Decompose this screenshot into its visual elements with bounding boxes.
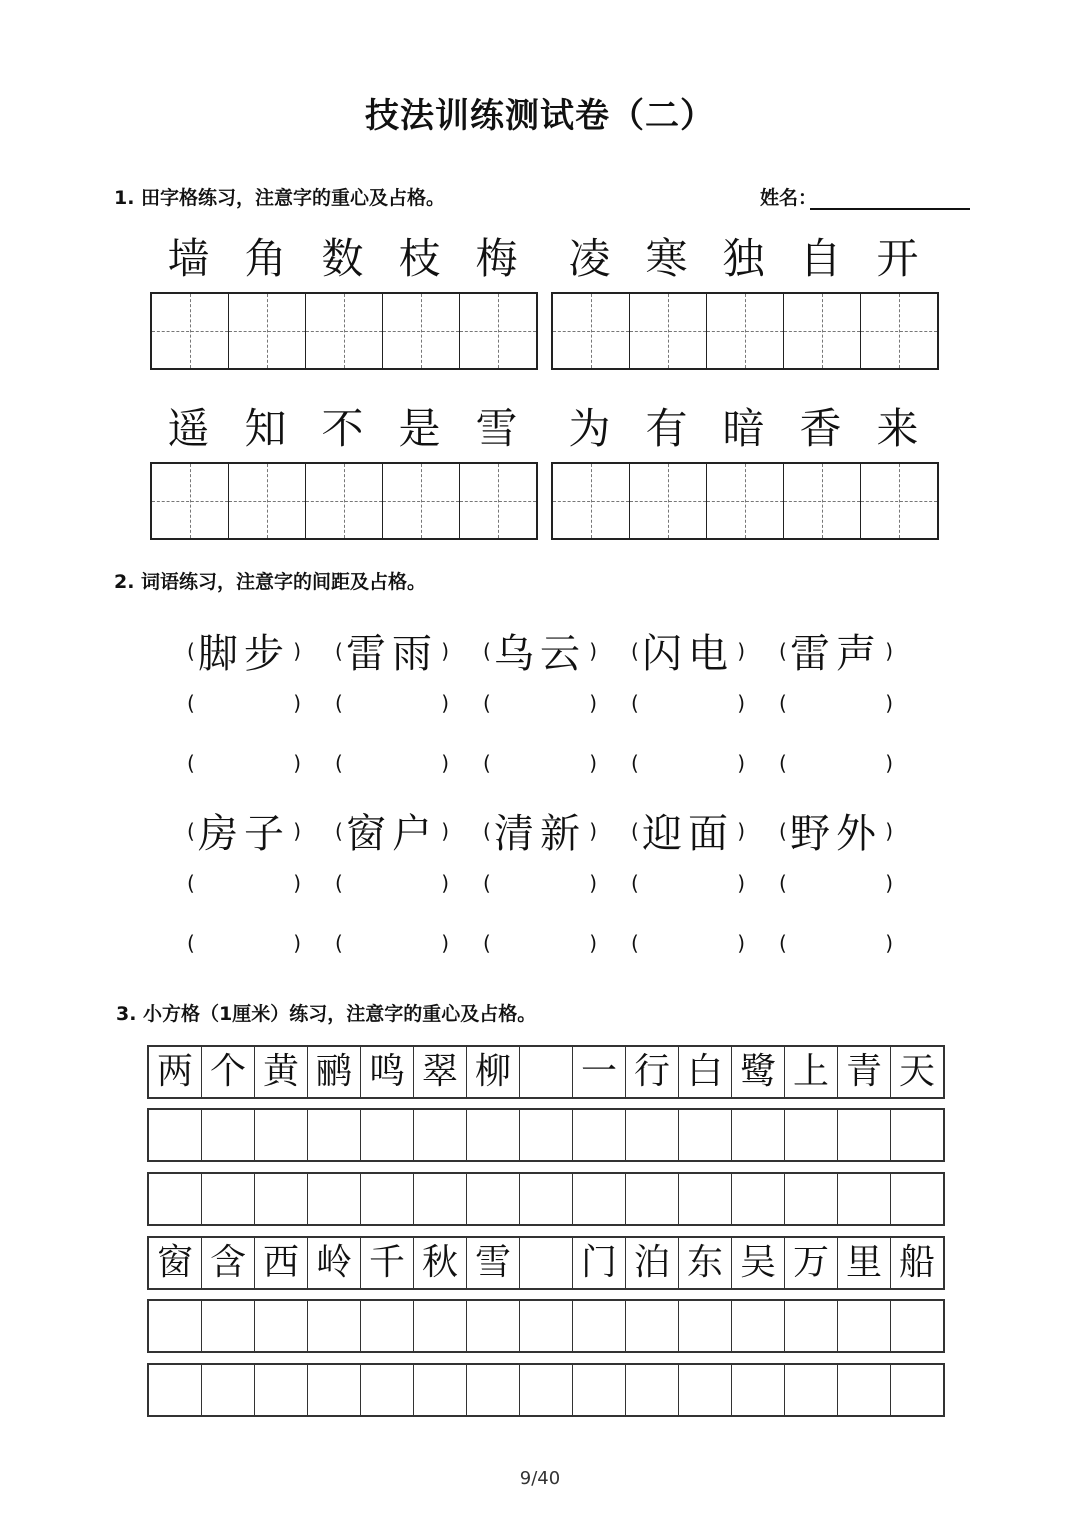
model-char: 来 [876,404,919,453]
tianzige-char-row [551,232,936,286]
tianzige-cell[interactable] [152,464,229,538]
paren-open: ( [335,871,343,895]
section3-heading: 3. 小方格（1厘米）练习，注意字的重心及占格。 [116,1003,537,1025]
word-item [627,622,775,679]
model-char: 凌 [568,234,611,283]
blank-answer-slot[interactable] [627,871,775,895]
square-practice-cell[interactable] [467,1110,520,1160]
model-char: 为 [568,404,611,453]
model-word: 窗户 [346,811,438,857]
square-practice-cell[interactable] [149,1110,202,1160]
square-practice-cell[interactable] [732,1174,785,1224]
paren-close: ) [885,871,893,895]
square-practice-cell[interactable] [467,1174,520,1224]
section1-heading: 1. 田字格练习，注意字的重心及占格。 [114,187,446,209]
paren-open: ( [779,638,787,663]
square-practice-cell[interactable] [414,1301,467,1351]
paren-open: ( [779,871,787,895]
model-char: 暗 [722,404,765,453]
model-word: 雷声 [790,631,882,677]
paren-close: ) [737,751,745,775]
square-practice-cell[interactable] [202,1301,255,1351]
paren-open: ( [483,931,491,955]
paren-open: ( [335,751,343,775]
paren-open: ( [631,691,639,715]
paren-close: ) [293,638,301,663]
blank-answer-slot[interactable] [331,751,479,775]
square-model-cell: 泊 [626,1238,679,1288]
paren-close: ) [441,931,449,955]
tianzige-grid [150,292,538,370]
model-char: 有 [645,404,688,453]
square-practice-cell[interactable] [732,1301,785,1351]
square-model-cell [520,1047,573,1097]
blank-answer-slot[interactable] [627,691,775,715]
square-model-cell: 雪 [467,1238,520,1288]
square-practice-cell[interactable] [838,1301,891,1351]
blank-answer-slot[interactable] [331,691,479,715]
tianzige-cell[interactable] [229,464,306,538]
square-model-cell: 鸣 [361,1047,414,1097]
square-practice-cell[interactable] [679,1110,732,1160]
paren-close: ) [589,638,597,663]
square-practice-cell[interactable] [308,1365,361,1415]
square-practice-cell[interactable] [255,1174,308,1224]
square-model-cell: 西 [255,1238,308,1288]
square-model-cell: 天 [898,1051,935,1092]
square-practice-cell[interactable] [202,1110,255,1160]
square-model-cell: 翠 [414,1047,467,1097]
paren-open: ( [779,818,787,843]
tianzige-cell[interactable] [707,464,784,538]
square-practice-cell[interactable] [202,1365,255,1415]
square-model-cell: 门 [573,1238,626,1288]
square-practice-cell[interactable] [414,1365,467,1415]
square-practice-cell[interactable] [785,1174,838,1224]
paren-close: ) [737,818,745,843]
paren-close: ) [589,818,597,843]
paren-open: ( [631,751,639,775]
tianzige-cell[interactable] [460,294,536,368]
paren-open: ( [631,931,639,955]
square-model-cell: 一 [573,1047,626,1097]
square-practice-cell[interactable] [414,1174,467,1224]
page-title: 技法训练测试卷（二） [365,96,715,136]
paren-close: ) [589,751,597,775]
paren-open: ( [187,638,195,663]
square-practice-cell[interactable] [520,1365,573,1415]
square-practice-cell[interactable] [414,1110,467,1160]
section2-heading: 2. 词语练习，注意字的间距及占格。 [114,571,427,593]
paren-open: ( [187,818,195,843]
word-item [183,802,331,859]
tianzige-cell[interactable] [784,464,861,538]
square-model-cell: 东 [679,1238,732,1288]
tianzige-cell[interactable] [861,464,937,538]
blank-row [183,691,923,715]
square-practice-cell[interactable] [891,1301,943,1351]
blank-answer-slot[interactable] [775,871,923,895]
square-model-cell: 含 [202,1238,255,1288]
blank-row [183,871,923,895]
model-char: 数 [321,234,364,283]
model-word: 野外 [790,811,882,857]
tianzige-char-row [150,402,535,456]
paren-close: ) [293,751,301,775]
paren-close: ) [737,691,745,715]
blank-answer-slot[interactable] [479,751,627,775]
square-model-cell: 里 [838,1238,891,1288]
square-model-cell: 船 [898,1242,935,1283]
paren-close: ) [589,691,597,715]
tianzige-cell[interactable] [229,294,306,368]
tianzige-cell[interactable] [152,294,229,368]
paren-close: ) [737,871,745,895]
square-practice-cell[interactable] [679,1301,732,1351]
paren-close: ) [589,871,597,895]
paren-close: ) [441,638,449,663]
word-row [183,802,923,859]
model-char: 枝 [398,234,441,283]
paren-close: ) [441,871,449,895]
square-practice-cell[interactable] [626,1174,679,1224]
word-item [331,802,479,859]
square-model-cell: 万 [785,1238,838,1288]
paren-close: ) [737,931,745,955]
model-word: 乌云 [494,631,586,677]
square-practice-cell[interactable] [573,1365,626,1415]
paren-open: ( [335,691,343,715]
square-practice-cell[interactable] [891,1174,943,1224]
blank-answer-slot[interactable] [183,871,331,895]
tianzige-cell[interactable] [553,294,630,368]
paren-open: ( [483,818,491,843]
square-model-cell: 柳 [467,1047,520,1097]
paren-close: ) [441,751,449,775]
square-practice-cell[interactable] [891,1110,943,1160]
blank-answer-slot[interactable] [331,931,479,955]
square-practice-cell[interactable] [732,1365,785,1415]
paren-close: ) [441,691,449,715]
blank-answer-slot[interactable] [627,751,775,775]
square-practice-cell[interactable] [520,1301,573,1351]
blank-answer-slot[interactable] [479,931,627,955]
square-practice-cell[interactable] [361,1110,414,1160]
square-practice-cell[interactable] [149,1301,202,1351]
square-practice-cell[interactable] [785,1301,838,1351]
square-practice-cell[interactable] [626,1110,679,1160]
square-practice-cell[interactable] [573,1301,626,1351]
square-practice-cell[interactable] [255,1365,308,1415]
square-practice-cell[interactable] [202,1174,255,1224]
model-word: 迎面 [642,811,734,857]
paren-open: ( [779,691,787,715]
square-model-cell: 岭 [308,1238,361,1288]
square-practice-cell[interactable] [626,1365,679,1415]
tianzige-grid [551,292,939,370]
paren-open: ( [779,931,787,955]
square-model-cell: 黄 [255,1047,308,1097]
blank-answer-slot[interactable] [627,931,775,955]
model-word: 脚步 [198,631,290,677]
square-practice-cell[interactable] [467,1301,520,1351]
square-practice-cell[interactable] [361,1365,414,1415]
square-practice-cell[interactable] [149,1365,202,1415]
paren-close: ) [293,931,301,955]
square-model-cell: 上 [785,1047,838,1097]
square-practice-cell[interactable] [732,1110,785,1160]
paren-close: ) [885,818,893,843]
tianzige-cell[interactable] [306,294,383,368]
tianzige-cell[interactable] [630,294,707,368]
square-practice-cell[interactable] [573,1174,626,1224]
square-practice-cell[interactable] [838,1110,891,1160]
square-practice-cell[interactable] [838,1365,891,1415]
word-item [479,622,627,679]
square-model-cell: 鹭 [732,1047,785,1097]
paren-open: ( [631,638,639,663]
paren-open: ( [779,751,787,775]
square-practice-cell[interactable] [361,1301,414,1351]
model-word: 雷雨 [346,631,438,677]
tianzige-cell[interactable] [861,294,937,368]
square-model-cell: 吴 [732,1238,785,1288]
paren-close: ) [589,931,597,955]
paren-open: ( [631,871,639,895]
model-char: 开 [876,234,919,283]
square-practice-cell[interactable] [573,1110,626,1160]
paren-close: ) [441,818,449,843]
square-model-cell: 白 [679,1047,732,1097]
tianzige-grid [150,462,538,540]
square-model-cell: 两 [149,1047,202,1097]
model-char: 寒 [645,234,688,283]
square-model-row [147,1045,945,1099]
paren-close: ) [885,751,893,775]
square-practice-cell[interactable] [891,1365,943,1415]
blank-answer-slot[interactable] [183,931,331,955]
square-practice-row [147,1363,945,1417]
paren-close: ) [885,638,893,663]
square-practice-cell[interactable] [467,1365,520,1415]
square-model-cell: 行 [626,1047,679,1097]
square-model-cell: 秋 [414,1238,467,1288]
tianzige-char-row [150,232,535,286]
paren-open: ( [483,638,491,663]
model-char: 墙 [167,234,210,283]
blank-answer-slot[interactable] [183,691,331,715]
paren-open: ( [187,751,195,775]
blank-answer-slot[interactable] [775,691,923,715]
model-char: 知 [244,404,287,453]
model-word: 清新 [494,811,586,857]
blank-answer-slot[interactable] [479,871,627,895]
square-practice-cell[interactable] [520,1174,573,1224]
paren-open: ( [187,871,195,895]
model-char: 独 [722,234,765,283]
paren-open: ( [335,638,343,663]
square-practice-cell[interactable] [785,1110,838,1160]
square-model-cell: 个 [202,1047,255,1097]
model-char: 遥 [167,404,210,453]
tianzige-cell[interactable] [553,464,630,538]
model-char: 梅 [475,234,518,283]
tianzige-cell[interactable] [306,464,383,538]
square-model-cell [520,1238,573,1288]
square-practice-row [147,1108,945,1162]
paren-close: ) [737,638,745,663]
blank-row [183,751,923,775]
model-char: 是 [398,404,441,453]
model-char: 香 [799,404,842,453]
square-model-cell: 窗 [149,1238,202,1288]
square-practice-cell[interactable] [679,1174,732,1224]
tianzige-cell[interactable] [707,294,784,368]
blank-answer-slot[interactable] [775,751,923,775]
paren-open: ( [335,818,343,843]
word-item [479,802,627,859]
square-practice-cell[interactable] [626,1301,679,1351]
word-item [627,802,775,859]
square-practice-cell[interactable] [679,1365,732,1415]
tianzige-char-row [551,402,936,456]
paren-open: ( [483,691,491,715]
paren-open: ( [631,818,639,843]
word-item [775,622,923,679]
paren-close: ) [293,691,301,715]
model-word: 闪电 [642,631,734,677]
model-word: 房子 [198,811,290,857]
blank-row [183,931,923,955]
paren-open: ( [483,871,491,895]
word-item [775,802,923,859]
paren-close: ) [293,871,301,895]
square-practice-cell[interactable] [308,1110,361,1160]
square-practice-cell[interactable] [255,1110,308,1160]
tianzige-cell[interactable] [383,464,460,538]
square-practice-cell[interactable] [308,1174,361,1224]
word-item [183,622,331,679]
square-practice-cell[interactable] [838,1174,891,1224]
square-practice-cell[interactable] [255,1301,308,1351]
square-practice-row [147,1172,945,1226]
square-practice-cell[interactable] [149,1174,202,1224]
tianzige-cell[interactable] [460,464,536,538]
word-row [183,622,923,679]
paren-close: ) [885,691,893,715]
square-model-cell: 鹂 [308,1047,361,1097]
model-char: 雪 [475,404,518,453]
square-practice-cell[interactable] [308,1301,361,1351]
paren-open: ( [187,931,195,955]
name-label: 姓名： [760,187,818,209]
square-practice-cell[interactable] [785,1365,838,1415]
paren-close: ) [293,818,301,843]
name-input-line[interactable] [810,208,970,210]
paren-open: ( [483,751,491,775]
square-practice-cell[interactable] [361,1174,414,1224]
model-char: 不 [321,404,364,453]
square-model-cell: 千 [361,1238,414,1288]
square-model-row [147,1236,945,1290]
page-number: 9/40 [519,1468,561,1489]
paren-open: ( [335,931,343,955]
model-char: 自 [799,234,842,283]
tianzige-cell[interactable] [630,464,707,538]
blank-answer-slot[interactable] [183,751,331,775]
paren-open: ( [187,691,195,715]
blank-answer-slot[interactable] [479,691,627,715]
square-practice-row [147,1299,945,1353]
model-char: 角 [244,234,287,283]
square-model-cell: 青 [838,1047,891,1097]
blank-answer-slot[interactable] [775,931,923,955]
tianzige-cell[interactable] [383,294,460,368]
word-item [331,622,479,679]
square-practice-cell[interactable] [520,1110,573,1160]
tianzige-grid [551,462,939,540]
blank-answer-slot[interactable] [331,871,479,895]
paren-close: ) [885,931,893,955]
tianzige-cell[interactable] [784,294,861,368]
